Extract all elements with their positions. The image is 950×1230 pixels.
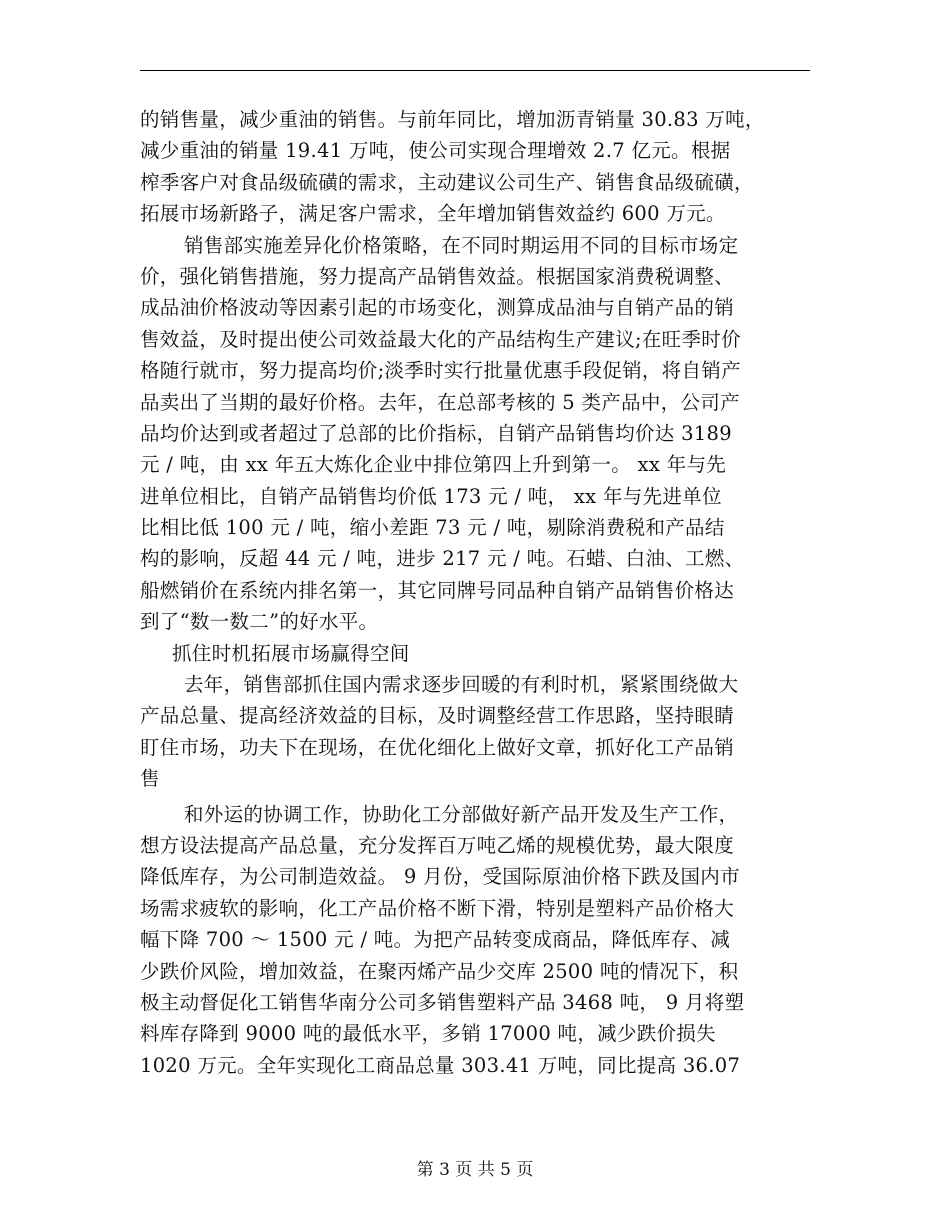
text-line: 到了“数一数二”的好水平。 (140, 610, 379, 634)
text-line: 降低库存，为公司制造效益。 9 月份，受国际原油价格下跌及国内市 (140, 865, 740, 889)
text-line: 元 / 吨，由 xx 年五大炼化企业中排位第四上升到第一。 xx 年与先 (140, 453, 727, 477)
section-heading: 抓住时机拓展市场赢得空间 (172, 641, 410, 665)
text-line: 榨季客户对食品级硫磺的需求，主动建议公司生产、销售食品级硫磺， (140, 170, 754, 194)
text-line: 格随行就市，努力提高均价;淡季时实行批量优惠手段促销，将自销产 (140, 359, 741, 383)
text-line: 料库存降到 9000 吨的最低水平，多销 17000 吨，减少跌价损失 (140, 1022, 716, 1046)
text-line: 去年，销售部抓住国内需求逐步回暖的有利时机，紧紧围绕做大 (184, 673, 739, 697)
text-line: 船燃销价在系统内排名第一，其它同牌号同品种自销产品销售价格达 (140, 578, 735, 602)
text-line: 售 (140, 767, 160, 791)
text-line: 销售部实施差异化价格策略，在不同时期运用不同的目标市场定 (184, 233, 739, 257)
text-line: 品均价达到或者超过了总部的比价指标，自销产品销售均价达 3189 (140, 421, 732, 445)
text-line: 的销售量，减少重油的销售。与前年同比，增加沥青销量 30.83 万吨， (140, 108, 765, 131)
text-line: 售效益，及时提出使公司效益最大化的产品结构生产建议;在旺季时价 (140, 327, 741, 351)
text-line: 和外运的协调工作，协助化工分部做好新产品开发及生产工作， (184, 802, 739, 826)
text-line: 幅下降 700 ～ 1500 元 / 吨。为把产品转变成商品，降低库存、减 (140, 928, 731, 952)
text-line: 比相比低 100 元 / 吨，缩小差距 73 元 / 吨，剔除消费税和产品结 (140, 516, 725, 540)
text-line: 构的影响，反超 44 元 / 吨，进步 217 元 / 吨。石蜡、白油、工燃、 (140, 547, 745, 571)
text-line: 品卖出了当期的最好价格。去年，在总部考核的 5 类产品中，公司产 (140, 390, 740, 414)
text-line: 少跌价风险，增加效益，在聚丙烯产品少交库 2500 吨的情况下，积 (140, 959, 739, 983)
text-line: 拓展市场新路子，满足客户需求，全年增加销售效益约 600 万元。 (140, 202, 726, 226)
text-line: 想方设法提高产品总量，充分发挥百万吨乙烯的规模优势，最大限度 (140, 833, 735, 857)
text-line: 场需求疲软的影响，化工产品价格不断下滑，特别是塑料产品价格大 (140, 896, 735, 920)
text-line: 进单位相比，自销产品销售均价低 173 元 / 吨， xx 年与先进单位 (140, 484, 722, 508)
header-rule (140, 70, 810, 71)
page-number-footer: 第 3 页 共 5 页 (416, 1160, 534, 1180)
text-line: 产品总量、提高经济效益的目标，及时调整经营工作思路，坚持眼睛 (140, 704, 735, 728)
text-line: 极主动督促化工销售华南分公司多销售塑料产品 3468 吨， 9 月将塑 (140, 990, 745, 1014)
text-line: 减少重油的销量 19.41 万吨，使公司实现合理增效 2.7 亿元。根据 (140, 139, 731, 163)
text-line: 成品油价格波动等因素引起的市场变化，测算成品油与自销产品的销 (140, 296, 735, 320)
text-line: 价，强化销售措施，努力提高产品销售效益。根据国家消费税调整、 (140, 264, 735, 288)
document-body (140, 104, 820, 1081)
text-line: 盯住市场，功夫下在现场，在优化细化上做好文章，抓好化工产品销 (140, 735, 735, 759)
text-line: 1020 万元。全年实现化工商品总量 303.41 万吨，同比提高 36.07 (140, 1053, 741, 1077)
